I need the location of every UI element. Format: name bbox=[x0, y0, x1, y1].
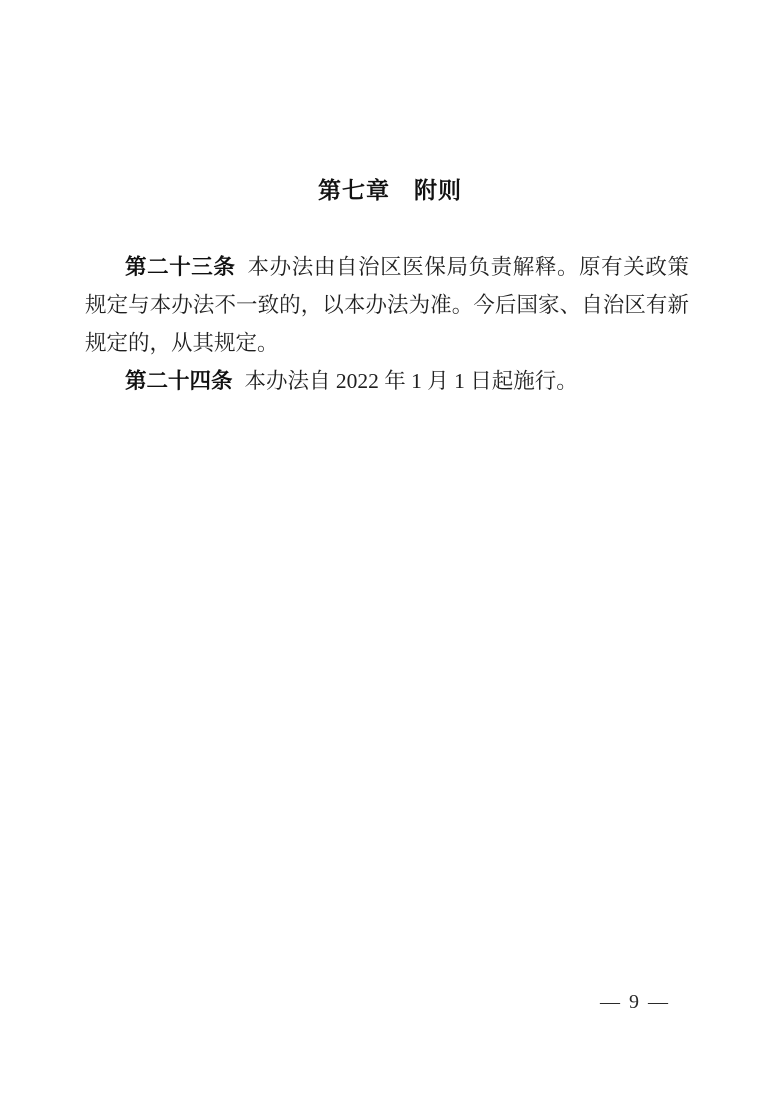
page-number: — 9 — bbox=[600, 991, 670, 1013]
chapter-title: 第七章 附则 bbox=[318, 177, 462, 203]
article-24-paragraph bbox=[85, 362, 689, 400]
article-24-text: 本办法自 2022 年 1 月 1 日起施行。 bbox=[244, 369, 578, 393]
article-24-label: 第二十四条 bbox=[125, 369, 233, 393]
document-body bbox=[85, 248, 689, 400]
article-23-text: 本办法由自治区医保局负责解释。原有关政策规定与本办法不一致的，以本办法为准。今后国家、自治区有新规定的，从其规定。 bbox=[85, 255, 689, 355]
article-23-label: 第二十三条 bbox=[125, 255, 236, 279]
article-23-paragraph bbox=[85, 248, 689, 362]
